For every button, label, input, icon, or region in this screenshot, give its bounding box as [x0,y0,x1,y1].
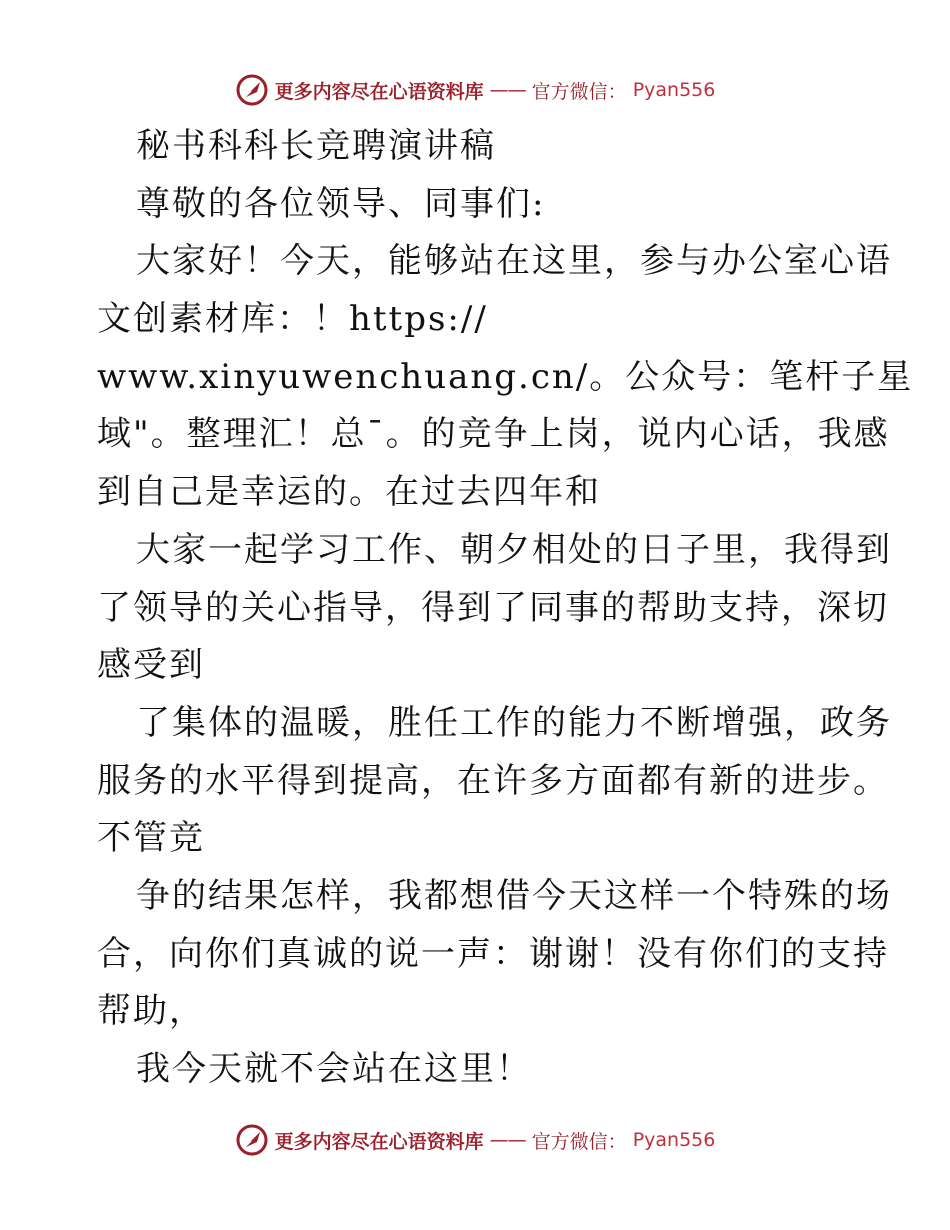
text-line: 到自己是幸运的。在过去四年和 [97,472,601,513]
text-line: 我今天就不会站在这里！ [136,1049,532,1089]
text-line: 服务的水平得到提高，在许多方面都有新的进步。 [97,760,889,801]
text-line: 秘书科科长竞聘演讲稿 [136,126,496,166]
text-line: 帮助， [97,991,205,1032]
text-line: 争的结果怎样，我都想借今天这样一个特殊的场 [136,875,892,916]
text-line: 大家好！今天，能够站在这里，参与办公室心语 [136,241,892,282]
document-body [97,118,914,1099]
watermark-label: 官方微信： [531,80,627,103]
footer-watermark [0,1122,950,1158]
text-line: 了集体的温暖，胜任工作的能力不断增强，政务 [136,702,892,743]
quill-logo-icon [235,73,269,107]
text-line: 域"。整理汇！总¯。的竞争上岗，说内心话，我感 [97,414,890,455]
watermark-wechat-id: Pyan556 [632,1129,716,1151]
watermark-label: 官方微信： [531,1130,627,1153]
watermark-brand: 更多内容尽在心语资料库 [274,80,484,103]
text-line: 文创素材库：！https:// [97,299,488,340]
text-line: 感受到 [97,645,205,686]
watermark-separator: —— [489,1129,526,1151]
text-line: 不管竞 [97,818,205,859]
watermark-brand: 更多内容尽在心语资料库 [274,1130,484,1153]
text-line: www.xinyuwenchuang.cn/。公众号：笔杆子星 [97,356,914,397]
text-line: 尊敬的各位领导、同事们: [136,183,546,224]
text-line: 合，向你们真诚的说一声：谢谢！没有你们的支持 [97,933,889,974]
watermark-wechat-id: Pyan556 [632,79,716,101]
header-watermark [0,72,950,108]
watermark-separator: —— [489,79,526,101]
quill-logo-icon [235,1123,269,1157]
text-line: 了领导的关心指导，得到了同事的帮助支持，深切 [97,587,889,628]
text-line: 大家一起学习工作、朝夕相处的日子里，我得到 [136,529,892,570]
